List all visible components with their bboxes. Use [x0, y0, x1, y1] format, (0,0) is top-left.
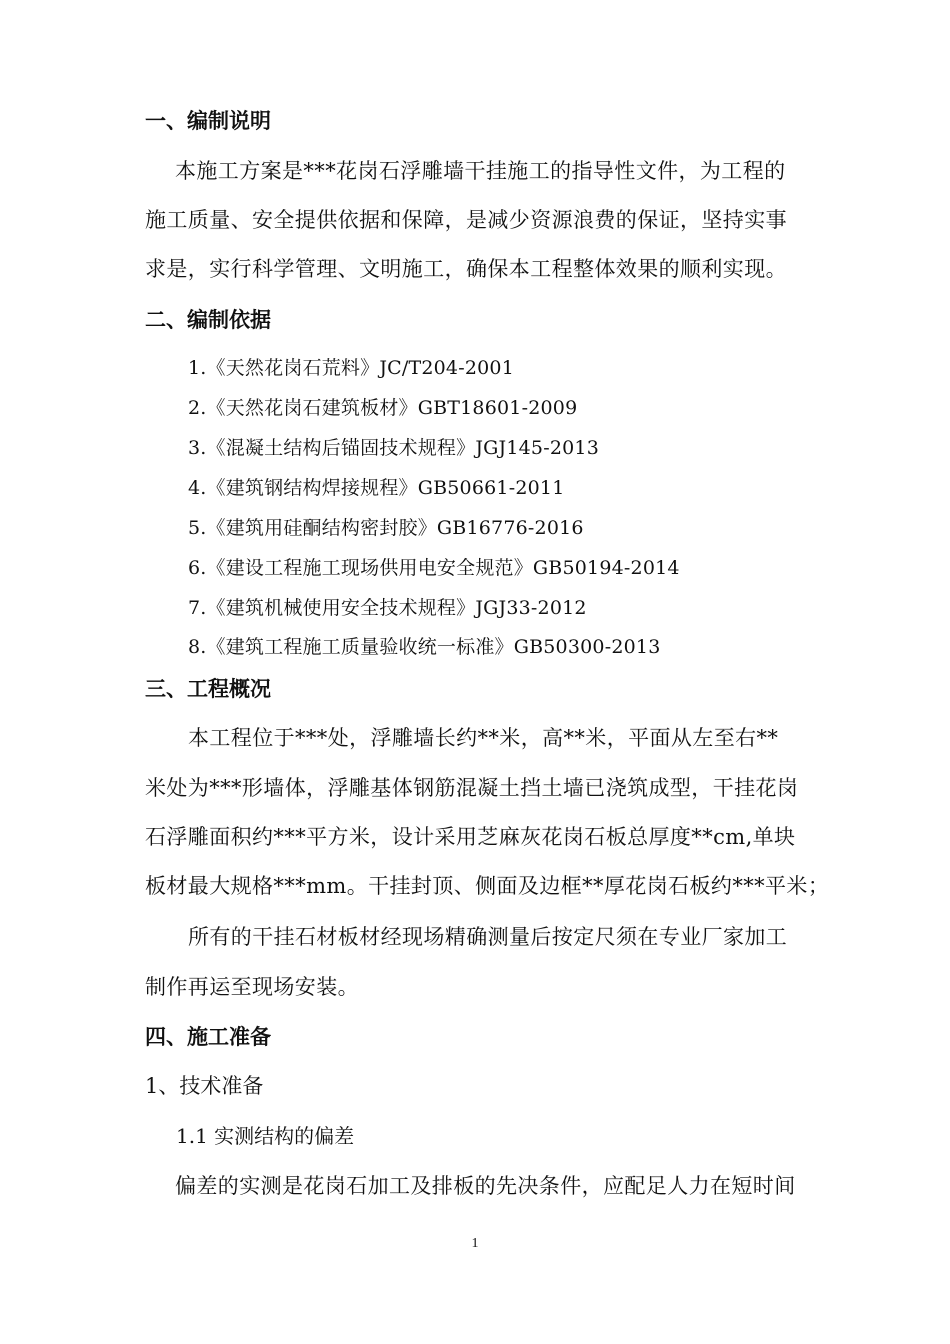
- paragraph-line: 本施工方案是***花岗石浮雕墙干挂施工的指导性文件，为工程的: [175, 159, 786, 183]
- section-heading-3: 三、工程概况: [145, 677, 271, 701]
- reference-item: 4.《建筑钢结构焊接规程》GB50661-2011: [188, 477, 565, 499]
- reference-item: 5.《建筑用硅酮结构密封胶》GB16776-2016: [188, 517, 584, 539]
- paragraph-line: 偏差的实测是花岗石加工及排板的先决条件，应配足人力在短时间: [175, 1174, 796, 1198]
- section-heading-4: 四、施工准备: [145, 1025, 271, 1049]
- paragraph-line: 所有的干挂石材板材经现场精确测量后按定尺须在专业厂家加工: [188, 925, 788, 949]
- paragraph-line: 制作再运至现场安装。: [145, 975, 359, 999]
- paragraph-line: 石浮雕面积约***平方米，设计采用芝麻灰花岗石板总厚度**cm,单块: [145, 825, 796, 849]
- paragraph-line: 求是，实行科学管理、文明施工，确保本工程整体效果的顺利实现。: [145, 257, 787, 281]
- reference-item: 1.《天然花岗石荒料》JC/T204-2001: [188, 357, 514, 379]
- section-heading-2: 二、编制依据: [145, 308, 271, 332]
- paragraph-line: 米处为***形墙体，浮雕基体钢筋混凝土挡土墙已浇筑成型，干挂花岗: [145, 776, 799, 800]
- section-heading-1: 一、编制说明: [145, 109, 271, 133]
- reference-item: 3.《混凝土结构后锚固技术规程》JGJ145-2013: [188, 437, 599, 459]
- reference-item: 7.《建筑机械使用安全技术规程》JGJ33-2012: [188, 597, 587, 619]
- paragraph-line: 本工程位于***处，浮雕墙长约**米，高**米，平面从左至右**: [188, 726, 779, 750]
- reference-item: 8.《建筑工程施工质量验收统一标准》GB50300-2013: [188, 636, 661, 658]
- subsubsection-heading: 1.1 实测结构的偏差: [176, 1124, 355, 1148]
- reference-item: 6.《建设工程施工现场供用电安全规范》GB50194-2014: [188, 557, 680, 579]
- paragraph-line: 施工质量、安全提供依据和保障，是减少资源浪费的保证，坚持实事: [145, 208, 787, 232]
- subsection-heading: 1、技术准备: [145, 1074, 264, 1098]
- reference-item: 2.《天然花岗石建筑板材》GBT18601-2009: [188, 397, 578, 419]
- paragraph-line: 板材最大规格***mm。干挂封顶、侧面及边框**厚花岗石板约***平米；: [145, 874, 830, 898]
- page-number: 1: [471, 1236, 479, 1251]
